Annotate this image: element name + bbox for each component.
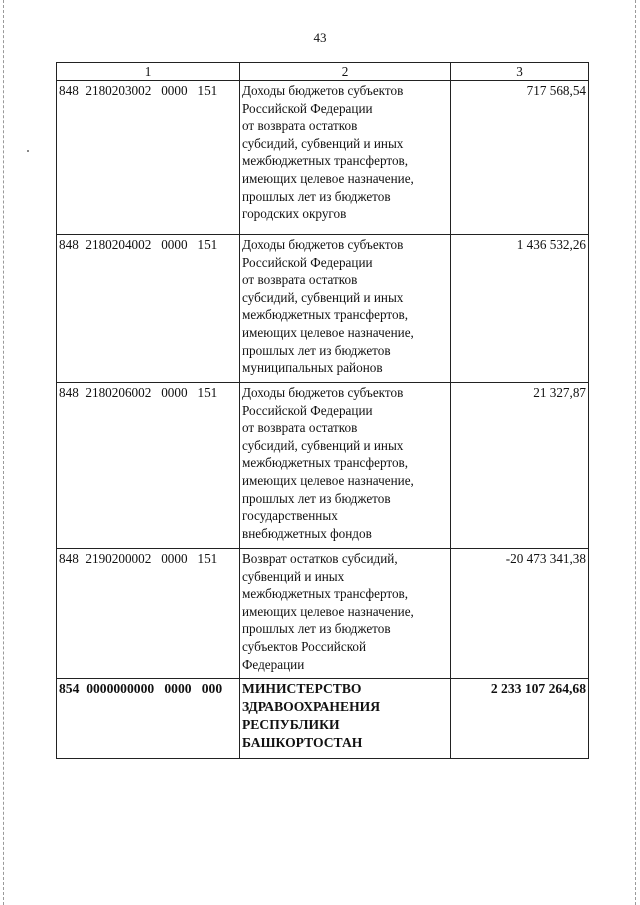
page-number: 43 xyxy=(313,30,327,45)
row-description: МИНИСТЕРСТВО ЗДРАВООХРАНЕНИЯ РЕСПУБЛИКИ БАШКОРТОСТАН xyxy=(240,679,451,759)
row-code: 848 2190200002 0000 151 xyxy=(57,549,240,679)
column-header-description: 2 xyxy=(240,63,451,81)
row-code: 854 0000000000 0000 000 xyxy=(57,679,240,759)
table-row xyxy=(57,383,589,549)
row-code: 848 2180206002 0000 151 xyxy=(57,383,240,549)
scan-mark xyxy=(27,150,29,152)
row-code: 848 2180204002 0000 151 xyxy=(57,235,240,383)
budget-table xyxy=(56,62,589,759)
table-row-total xyxy=(57,679,589,759)
row-amount: 21 327,87 xyxy=(451,383,589,549)
column-header-code: 1 xyxy=(57,63,240,81)
row-description: Возврат остатков субсидий, субвенций и иных межбюджетных трансфертов, имеющих целевое назначение, прошлых лет из бюджетов субъектов Российской Федерации xyxy=(240,549,451,679)
row-amount: 2 233 107 264,68 xyxy=(451,679,589,759)
table-row xyxy=(57,81,589,235)
table-row xyxy=(57,549,589,679)
row-amount: 1 436 532,26 xyxy=(451,235,589,383)
row-description: Доходы бюджетов субъектов Российской Федерации от возврата остатков субсидий, субвенций и иных межбюджетных трансфертов, имеющих целевое назначение, прошлых лет из бюджетов государственных внебюджетных фондов xyxy=(240,383,451,549)
row-code: 848 2180203002 0000 151 xyxy=(57,81,240,235)
row-amount: -20 473 341,38 xyxy=(451,549,589,679)
row-description: Доходы бюджетов субъектов Российской Федерации от возврата остатков субсидий, субвенций и иных межбюджетных трансфертов, имеющих целевое назначение, прошлых лет из бюджетов городских округов xyxy=(240,81,451,235)
table-row xyxy=(57,235,589,383)
table-header-row xyxy=(57,63,589,81)
scan-right-edge xyxy=(635,0,636,905)
column-header-amount: 3 xyxy=(451,63,589,81)
row-amount: 717 568,54 xyxy=(451,81,589,235)
row-description: Доходы бюджетов субъектов Российской Федерации от возврата остатков субсидий, субвенций и иных межбюджетных трансфертов, имеющих целевое назначение, прошлых лет из бюджетов муниципальных районов xyxy=(240,235,451,383)
scan-left-edge xyxy=(3,0,4,905)
